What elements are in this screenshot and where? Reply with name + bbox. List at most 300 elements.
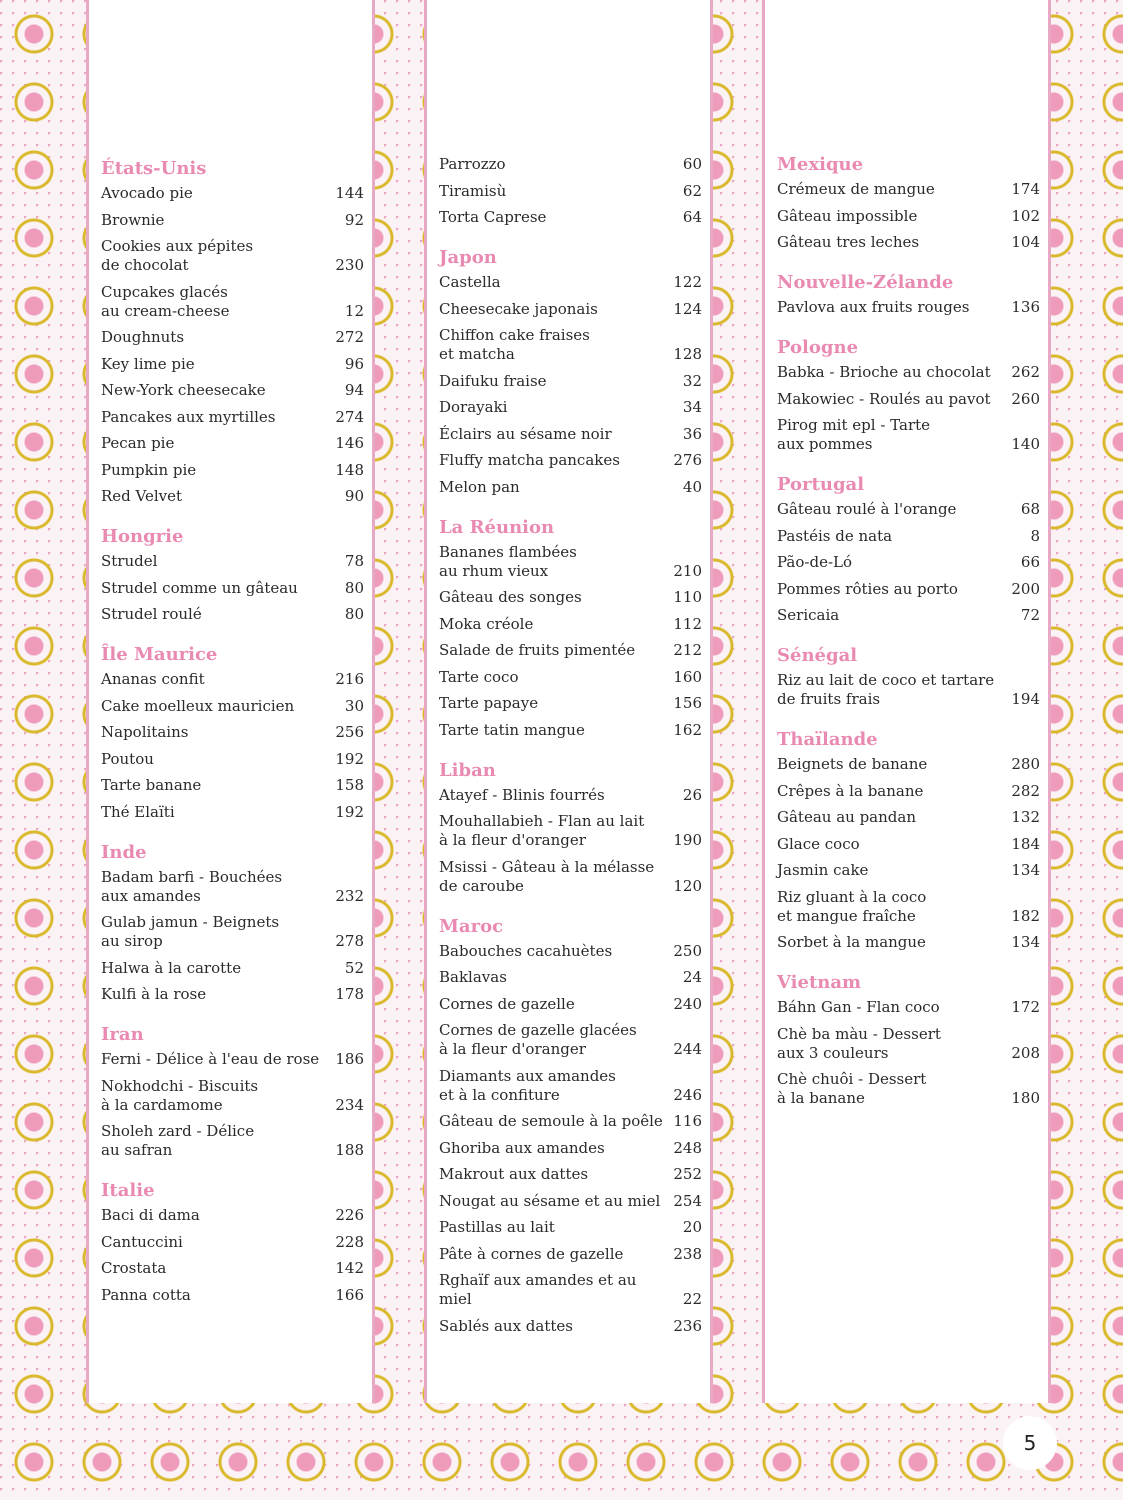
- column-3-content: [777, 154, 1040, 1128]
- recipe-title: Cookies aux pépites de chocolat: [101, 237, 254, 274]
- recipe-page-number: 110: [673, 588, 702, 606]
- recipe-title: Rghaïf aux amandes et au miel: [439, 1271, 637, 1308]
- recipe-page-number: 250: [673, 941, 702, 960]
- country-section: [439, 916, 702, 1336]
- recipe-title: Key lime pie: [101, 354, 195, 373]
- recipe-title: Tarte coco: [439, 667, 519, 686]
- recipe-entry: [101, 1286, 364, 1305]
- recipe-page-number: 272: [335, 328, 364, 346]
- recipe-title: Sholeh zard - Délice au safran: [101, 1122, 255, 1159]
- recipe-page-number: 136: [1011, 298, 1040, 316]
- recipe-entry: [101, 913, 364, 951]
- country-section: [101, 644, 364, 822]
- recipe-title: Gâteau de semoule à la poêle: [439, 1112, 663, 1130]
- recipe-title: Riz gluant à la coco et mangue fraîche: [777, 887, 927, 925]
- country-heading: Iran: [101, 1024, 144, 1045]
- recipe-page-number: 36: [682, 424, 702, 443]
- page-number: 5: [1003, 1416, 1057, 1470]
- country-section: [777, 972, 1040, 1108]
- recipe-entry: [777, 527, 1040, 546]
- recipe-entry: [777, 500, 1040, 519]
- recipe-page-number: 278: [335, 932, 364, 950]
- recipe-title: Crêpes à la banane: [777, 781, 924, 800]
- recipe-page-number: 92: [344, 210, 364, 229]
- recipe-title: Babouches cacahuètes: [439, 941, 613, 960]
- country-heading: Portugal: [777, 474, 865, 495]
- recipe-title: Makrout aux dattes: [439, 1165, 589, 1183]
- recipe-entry: [101, 461, 364, 480]
- recipe-page-number: 230: [335, 256, 364, 274]
- recipe-entry: [101, 1077, 364, 1115]
- country-heading: États-Unis: [101, 158, 207, 179]
- country-heading: Mexique: [777, 154, 864, 175]
- country-section: [777, 645, 1040, 709]
- recipe-title: Fluffy matcha pancakes: [439, 451, 620, 469]
- recipe-page-number: 282: [1011, 781, 1040, 800]
- recipe-entry: [101, 381, 364, 400]
- recipe-entry: [777, 298, 1040, 317]
- recipe-page-number: 158: [335, 776, 364, 794]
- recipe-entry: [101, 211, 364, 230]
- recipe-title: Tarte papaye: [439, 694, 539, 712]
- country-section: [439, 760, 702, 896]
- recipe-title: Ananas confit: [101, 670, 205, 688]
- recipe-page-number: 142: [335, 1259, 364, 1277]
- recipe-page-number: 140: [1011, 435, 1040, 453]
- recipe-entry: [439, 1192, 702, 1211]
- recipe-title: Napolitains: [101, 723, 189, 741]
- recipe-title: Pão-de-Ló: [777, 553, 852, 571]
- recipe-entry: [439, 1021, 702, 1059]
- recipe-entry: [439, 372, 702, 391]
- recipe-title: Gulab jamun - Beignets au sirop: [101, 913, 280, 950]
- recipe-title: Pâte à cornes de gazelle: [439, 1244, 624, 1263]
- recipe-title: Pavlova aux fruits rouges: [777, 298, 970, 316]
- recipe-entry: [439, 478, 702, 497]
- recipe-page-number: 236: [673, 1316, 702, 1335]
- recipe-title: Beignets de banane: [777, 755, 928, 773]
- recipe-entry: [101, 1122, 364, 1160]
- index-column-3: [762, 0, 1051, 1403]
- recipe-page-number: 178: [335, 985, 364, 1003]
- country-section: [777, 474, 1040, 625]
- recipe-entry: [777, 416, 1040, 454]
- recipe-page-number: 228: [335, 1232, 364, 1251]
- recipe-entry: [439, 995, 702, 1014]
- country-heading: Sénégal: [777, 645, 858, 666]
- recipe-entry: [777, 363, 1040, 382]
- recipe-entry: [777, 606, 1040, 625]
- recipe-title: Crémeux de mangue: [777, 180, 935, 198]
- recipe-title: Cornes de gazelle: [439, 994, 575, 1013]
- recipe-entry: [101, 985, 364, 1004]
- recipe-entry: [777, 180, 1040, 199]
- recipe-entry: [439, 1165, 702, 1184]
- recipe-title: Mouhallabieh - Flan au lait à la fleur d'oranger: [439, 812, 645, 849]
- recipe-page-number: 104: [1011, 233, 1040, 251]
- recipe-title: Pancakes aux myrtilles: [101, 407, 276, 426]
- recipe-entry: [101, 605, 364, 624]
- country-heading: Liban: [439, 759, 496, 781]
- recipe-title: Pecan pie: [101, 434, 175, 452]
- recipe-title: Moka créole: [439, 614, 534, 633]
- recipe-page-number: 186: [335, 1050, 364, 1068]
- recipe-page-number: 210: [673, 561, 702, 580]
- recipe-title: Nokhodchi - Biscuits à la cardamome: [101, 1076, 259, 1114]
- recipe-entry: [777, 390, 1040, 409]
- recipe-title: Riz au lait de coco et tartare de fruits frais: [777, 671, 995, 708]
- recipe-page-number: 124: [673, 299, 702, 318]
- recipe-page-number: 116: [673, 1112, 702, 1130]
- recipe-entry: [439, 1245, 702, 1264]
- recipe-title: Cheesecake japonais: [439, 299, 598, 318]
- recipe-page-number: 80: [344, 605, 364, 623]
- recipe-page-number: 20: [682, 1218, 702, 1236]
- recipe-title: Chè ba màu - Dessert aux 3 couleurs: [777, 1024, 941, 1062]
- recipe-page-number: 64: [682, 208, 702, 226]
- recipe-entry: [101, 434, 364, 453]
- recipe-title: Pommes rôties au porto: [777, 579, 958, 598]
- recipe-title: Ferni - Délice à l'eau de rose: [101, 1050, 320, 1068]
- recipe-title: Melon pan: [439, 477, 520, 496]
- recipe-title: Pastillas au lait: [439, 1218, 555, 1236]
- recipe-title: Gâteau des songes: [439, 588, 582, 606]
- recipe-title: Gâteau au pandan: [777, 808, 916, 826]
- recipe-entry: [439, 1067, 702, 1105]
- country-heading: Île Maurice: [101, 644, 218, 665]
- recipe-page-number: 174: [1011, 180, 1040, 198]
- recipe-title: Strudel roulé: [101, 605, 202, 623]
- recipe-entry: [777, 553, 1040, 572]
- recipe-page-number: 226: [335, 1206, 364, 1224]
- recipe-title: Sablés aux dattes: [439, 1316, 573, 1335]
- recipe-page-number: 194: [1011, 690, 1040, 708]
- recipe-page-number: 72: [1020, 606, 1040, 624]
- recipe-page-number: 184: [1011, 834, 1040, 853]
- recipe-page-number: 78: [344, 552, 364, 570]
- recipe-page-number: 148: [335, 460, 364, 479]
- recipe-title: Chè chuôi - Dessert à la banane: [777, 1070, 927, 1107]
- recipe-page-number: 128: [673, 345, 702, 363]
- country-section: [101, 1024, 364, 1160]
- country-heading: Thaïlande: [777, 729, 878, 750]
- recipe-title: Éclairs au sésame noir: [439, 424, 612, 443]
- recipe-title: Sericaia: [777, 606, 840, 624]
- recipe-page-number: 80: [344, 578, 364, 597]
- recipe-entry: [439, 812, 702, 850]
- recipe-entry: [439, 155, 702, 174]
- recipe-entry: [439, 543, 702, 581]
- recipe-entry: [101, 697, 364, 716]
- recipe-entry: [101, 803, 364, 822]
- recipe-page-number: 144: [335, 184, 364, 202]
- recipe-page-number: 280: [1011, 755, 1040, 773]
- recipe-title: Tarte banane: [101, 776, 202, 794]
- recipe-entry: [777, 808, 1040, 827]
- recipe-title: Halwa à la carotte: [101, 958, 242, 977]
- recipe-page-number: 90: [344, 487, 364, 505]
- recipe-title: Kulfi à la rose: [101, 985, 207, 1003]
- recipe-page-number: 166: [335, 1285, 364, 1304]
- country-heading: Vietnam: [777, 972, 862, 993]
- recipe-entry: [777, 1025, 1040, 1063]
- country-heading: Pologne: [777, 337, 859, 358]
- recipe-entry: [439, 398, 702, 417]
- recipe-title: Tiramisù: [439, 181, 507, 200]
- recipe-page-number: 232: [335, 886, 364, 905]
- recipe-title: Diamants aux amandes et à la confiture: [439, 1066, 616, 1104]
- recipe-page-number: 212: [673, 641, 702, 659]
- country-heading: Hongrie: [101, 526, 184, 547]
- recipe-title: Bananes flambées au rhum vieux: [439, 542, 577, 580]
- recipe-page-number: 208: [1011, 1043, 1040, 1062]
- recipe-page-number: 40: [682, 477, 702, 496]
- country-heading: Maroc: [439, 915, 504, 937]
- index-column-2: [424, 0, 713, 1403]
- recipe-entry: [777, 861, 1040, 880]
- recipe-entry: [101, 959, 364, 978]
- recipe-entry: [777, 580, 1040, 599]
- recipe-title: Cupcakes glacés au cream-cheese: [101, 282, 230, 320]
- recipe-page-number: 146: [335, 434, 364, 452]
- country-section: [439, 155, 702, 227]
- recipe-entry: [777, 933, 1040, 952]
- recipe-page-number: 192: [335, 802, 364, 821]
- recipe-page-number: 182: [1011, 906, 1040, 925]
- recipe-entry: [439, 1218, 702, 1237]
- recipe-page-number: 96: [344, 354, 364, 373]
- recipe-page-number: 180: [1011, 1089, 1040, 1107]
- recipe-entry: [777, 207, 1040, 226]
- recipe-title: Thé Elaïti: [101, 802, 175, 821]
- recipe-page-number: 238: [673, 1244, 702, 1263]
- country-section: [777, 729, 1040, 952]
- recipe-page-number: 94: [344, 381, 364, 399]
- recipe-title: Red Velvet: [101, 487, 183, 505]
- recipe-page-number: 162: [673, 720, 702, 739]
- recipe-title: Báhn Gan - Flan coco: [777, 998, 940, 1016]
- recipe-page-number: 132: [1011, 808, 1040, 826]
- country-heading: Italie: [101, 1180, 155, 1201]
- recipe-title: Daifuku fraise: [439, 371, 547, 390]
- country-section: [101, 842, 364, 1005]
- recipe-entry: [439, 615, 702, 634]
- recipe-page-number: 252: [673, 1165, 702, 1183]
- recipe-page-number: 8: [1030, 526, 1040, 545]
- recipe-entry: [439, 273, 702, 292]
- recipe-entry: [101, 723, 364, 742]
- recipe-entry: [101, 552, 364, 571]
- recipe-page-number: 262: [1011, 363, 1040, 381]
- recipe-entry: [439, 326, 702, 364]
- recipe-entry: [101, 670, 364, 689]
- recipe-entry: [439, 786, 702, 805]
- recipe-title: New-York cheesecake: [101, 381, 266, 399]
- recipe-entry: [439, 300, 702, 319]
- recipe-title: Castella: [439, 273, 501, 291]
- recipe-entry: [439, 721, 702, 740]
- recipe-page-number: 216: [335, 670, 364, 688]
- recipe-entry: [101, 1206, 364, 1225]
- recipe-title: Strudel comme un gâteau: [101, 578, 298, 597]
- index-column-1: [86, 0, 375, 1403]
- recipe-title: Torta Caprese: [439, 208, 547, 226]
- recipe-page-number: 26: [682, 785, 702, 804]
- recipe-title: Makowiec - Roulés au pavot: [777, 389, 991, 408]
- country-heading: Inde: [101, 841, 147, 863]
- recipe-title: Sorbet à la mangue: [777, 933, 926, 951]
- recipe-entry: [101, 408, 364, 427]
- recipe-page-number: 60: [682, 155, 702, 173]
- recipe-entry: [101, 355, 364, 374]
- recipe-entry: [439, 942, 702, 961]
- recipe-entry: [101, 487, 364, 506]
- country-heading: Japon: [439, 247, 497, 268]
- recipe-page-number: 156: [673, 694, 702, 712]
- recipe-page-number: 190: [673, 831, 702, 849]
- recipe-title: Glace coco: [777, 834, 860, 853]
- recipe-title: Jasmin cake: [777, 861, 869, 879]
- recipe-entry: [101, 237, 364, 275]
- recipe-entry: [439, 1317, 702, 1336]
- recipe-page-number: 112: [673, 614, 702, 633]
- recipe-entry: [101, 868, 364, 906]
- recipe-entry: [777, 998, 1040, 1017]
- recipe-title: Ghoriba aux amandes: [439, 1138, 605, 1157]
- recipe-entry: [439, 858, 702, 896]
- recipe-entry: [101, 283, 364, 321]
- recipe-title: Doughnuts: [101, 328, 185, 346]
- recipe-entry: [777, 1070, 1040, 1108]
- recipe-entry: [101, 1050, 364, 1069]
- country-heading: Nouvelle-Zélande: [777, 272, 954, 293]
- recipe-title: Gâteau impossible: [777, 206, 918, 225]
- recipe-title: Chiffon cake fraises et matcha: [439, 326, 590, 363]
- country-section: [439, 517, 702, 740]
- recipe-entry: [439, 668, 702, 687]
- recipe-page-number: 260: [1011, 389, 1040, 408]
- recipe-title: Brownie: [101, 210, 165, 229]
- country-heading: La Réunion: [439, 516, 555, 538]
- recipe-page-number: 30: [344, 696, 364, 715]
- recipe-title: Gâteau tres leches: [777, 233, 920, 251]
- recipe-entry: [439, 1271, 702, 1309]
- recipe-entry: [101, 328, 364, 347]
- recipe-entry: [101, 750, 364, 769]
- recipe-page-number: 192: [335, 749, 364, 768]
- recipe-page-number: 172: [1011, 998, 1040, 1016]
- recipe-page-number: 102: [1011, 206, 1040, 225]
- recipe-title: Gâteau roulé à l'orange: [777, 500, 957, 518]
- recipe-title: Baklavas: [439, 968, 507, 986]
- recipe-title: Baci di dama: [101, 1206, 200, 1224]
- recipe-entry: [439, 451, 702, 470]
- recipe-title: Crostata: [101, 1259, 167, 1277]
- recipe-page-number: 276: [673, 451, 702, 469]
- recipe-entry: [777, 671, 1040, 709]
- recipe-entry: [101, 184, 364, 203]
- recipe-page-number: 188: [335, 1141, 364, 1159]
- recipe-entry: [101, 579, 364, 598]
- recipe-title: Avocado pie: [101, 184, 193, 202]
- column-1-content: [101, 158, 364, 1325]
- recipe-title: Parrozzo: [439, 155, 506, 173]
- recipe-title: Pumpkin pie: [101, 460, 197, 479]
- recipe-entry: [101, 1233, 364, 1252]
- recipe-title: Poutou: [101, 749, 154, 768]
- recipe-entry: [101, 776, 364, 795]
- recipe-entry: [439, 588, 702, 607]
- country-section: [101, 526, 364, 624]
- recipe-page-number: 134: [1011, 861, 1040, 879]
- country-section: [777, 337, 1040, 454]
- country-section: [101, 158, 364, 506]
- recipe-title: Msissi - Gâteau à la mélasse de caroube: [439, 857, 655, 895]
- recipe-page-number: 52: [344, 958, 364, 977]
- recipe-title: Tarte tatin mangue: [439, 720, 585, 739]
- recipe-title: Pirog mit epl - Tarte aux pommes: [777, 416, 931, 453]
- recipe-page-number: 254: [673, 1191, 702, 1210]
- recipe-page-number: 240: [673, 994, 702, 1013]
- recipe-page-number: 200: [1011, 579, 1040, 598]
- recipe-title: Cantuccini: [101, 1232, 183, 1251]
- recipe-page-number: 246: [673, 1085, 702, 1104]
- column-2-content: [439, 155, 702, 1356]
- recipe-entry: [777, 233, 1040, 252]
- recipe-title: Dorayaki: [439, 398, 508, 416]
- recipe-entry: [777, 835, 1040, 854]
- recipe-title: Salade de fruits pimentée: [439, 641, 636, 659]
- recipe-page-number: 234: [335, 1095, 364, 1114]
- recipe-entry: [439, 1139, 702, 1158]
- recipe-entry: [439, 208, 702, 227]
- recipe-title: Cake moelleux mauricien: [101, 696, 295, 715]
- recipe-page-number: 22: [682, 1290, 702, 1308]
- country-section: [439, 247, 702, 497]
- recipe-page-number: 68: [1020, 500, 1040, 518]
- recipe-page-number: 160: [673, 667, 702, 686]
- recipe-page-number: 34: [682, 398, 702, 416]
- country-section: [101, 1180, 364, 1305]
- recipe-entry: [439, 425, 702, 444]
- recipe-page-number: 256: [335, 723, 364, 741]
- recipe-page-number: 24: [682, 968, 702, 986]
- recipe-page-number: 32: [682, 371, 702, 390]
- recipe-page-number: 244: [673, 1040, 702, 1058]
- recipe-title: Babka - Brioche au chocolat: [777, 363, 991, 381]
- country-section: [777, 154, 1040, 252]
- recipe-page-number: 120: [673, 876, 702, 895]
- recipe-title: Panna cotta: [101, 1285, 191, 1304]
- recipe-entry: [439, 968, 702, 987]
- recipe-title: Strudel: [101, 552, 158, 570]
- recipe-title: Nougat au sésame et au miel: [439, 1191, 661, 1210]
- recipe-page-number: 66: [1020, 553, 1040, 571]
- recipe-page-number: 12: [344, 301, 364, 320]
- recipe-entry: [439, 1112, 702, 1131]
- country-section: [777, 272, 1040, 317]
- recipe-title: Badam barfi - Bouchées aux amandes: [101, 867, 283, 905]
- recipe-entry: [439, 641, 702, 660]
- recipe-entry: [777, 755, 1040, 774]
- recipe-entry: [439, 694, 702, 713]
- recipe-entry: [777, 888, 1040, 926]
- recipe-page-number: 134: [1011, 933, 1040, 951]
- recipe-entry: [101, 1259, 364, 1278]
- recipe-title: Atayef - Blinis fourrés: [439, 785, 605, 804]
- recipe-entry: [777, 782, 1040, 801]
- recipe-title: Pastéis de nata: [777, 526, 893, 545]
